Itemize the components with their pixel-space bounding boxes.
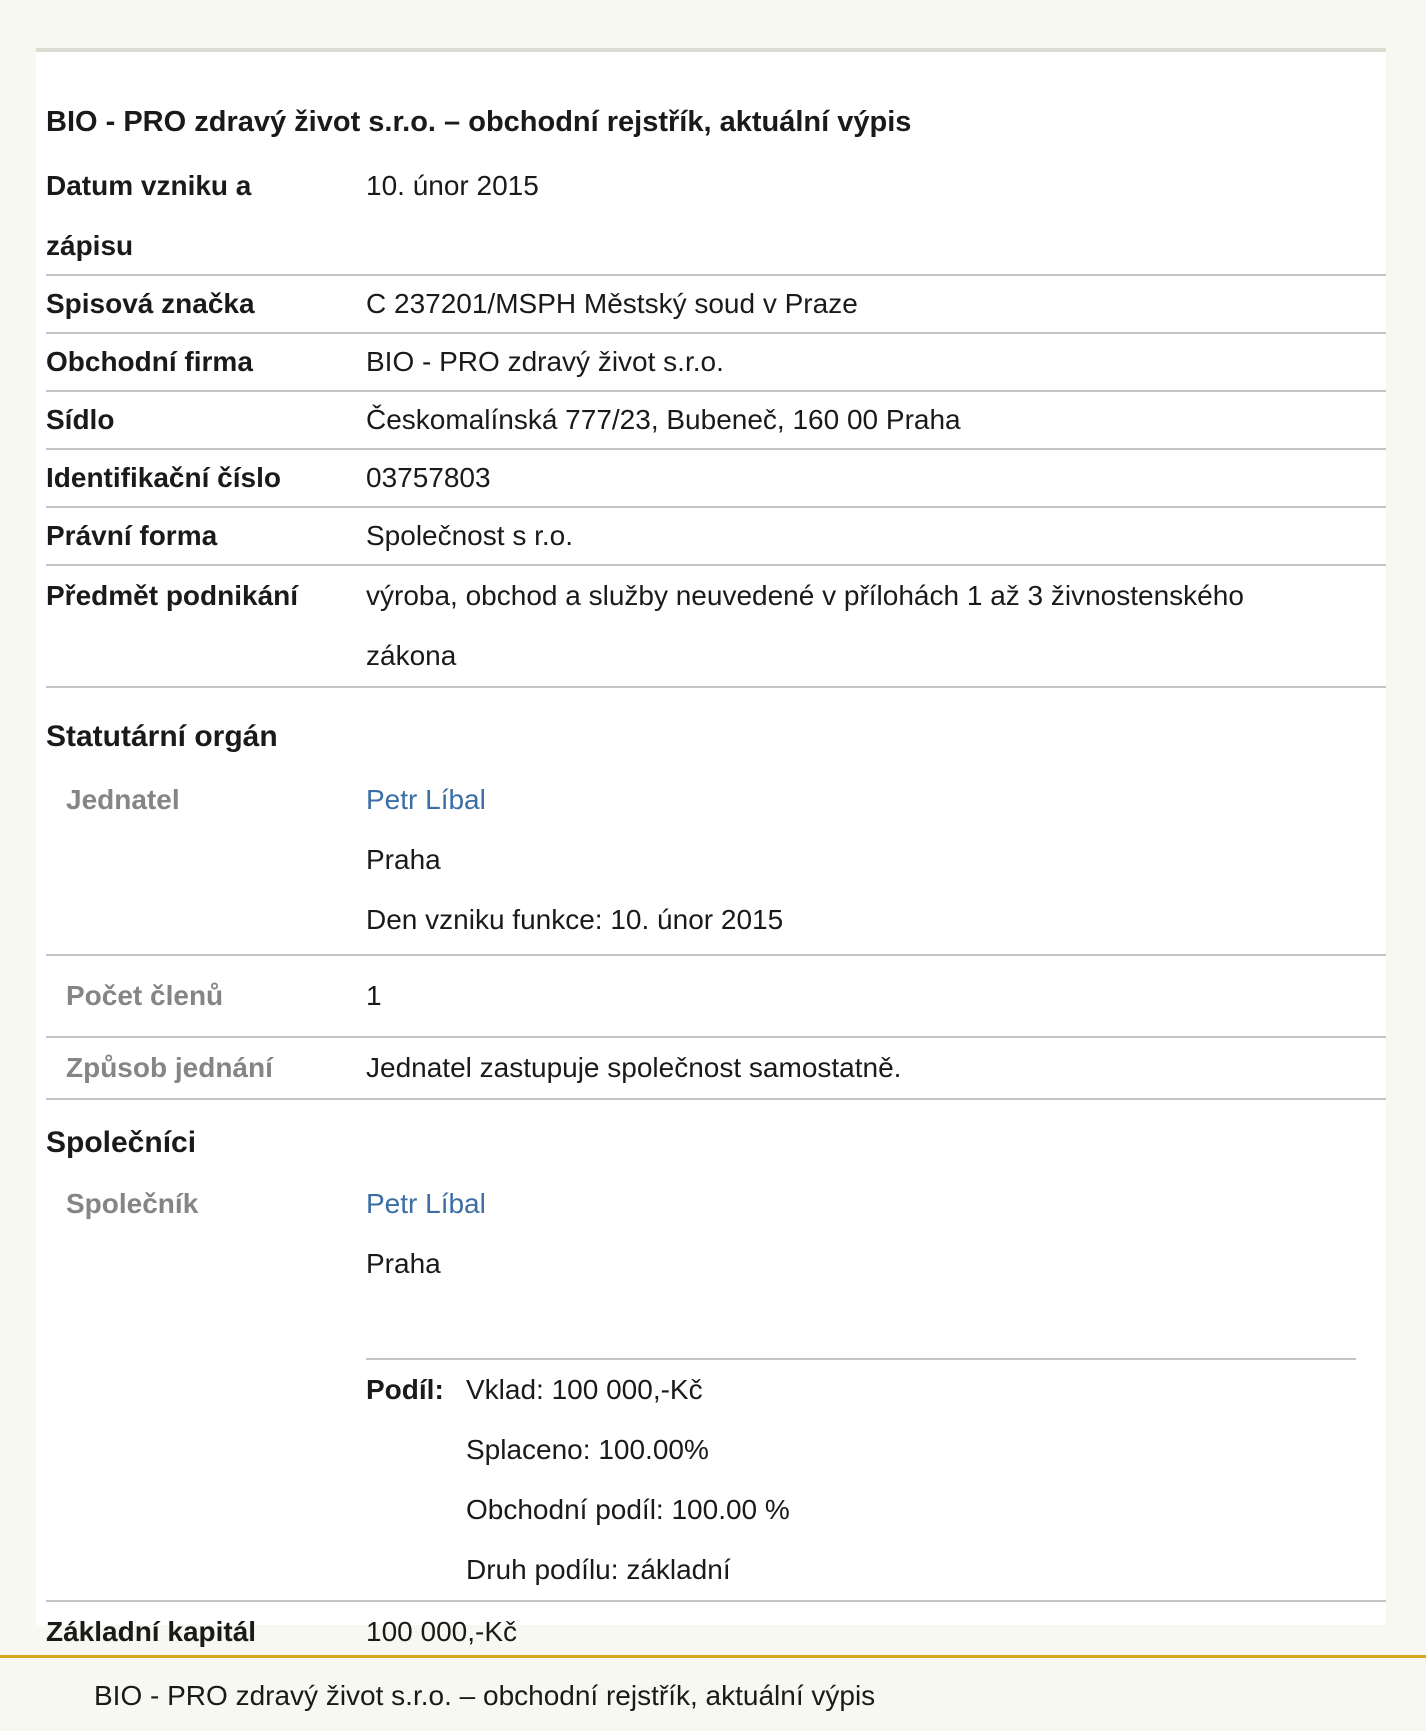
row-label: Počet členů — [66, 980, 224, 1011]
row-value: 100 000,-Kč — [366, 1616, 517, 1647]
spolecnik-city: Praha — [366, 1248, 441, 1279]
row-label: Jednatel — [66, 784, 180, 815]
row-jednatel — [46, 770, 1386, 956]
row-label: Právní forma — [46, 520, 218, 551]
row-label: Způsob jednání — [66, 1052, 273, 1083]
row-ico — [46, 450, 1386, 508]
row-label: Identifikační číslo — [46, 462, 281, 493]
row-label: Spisová značka — [46, 288, 255, 319]
row-value: Společnost s r.o. — [366, 520, 574, 551]
spolecnik-link[interactable]: Petr Líbal — [366, 1188, 486, 1219]
podil-vklad: Vklad: 100 000,-Kč — [466, 1374, 703, 1405]
row-spolecnik — [46, 1174, 1386, 1602]
row-label: Datum vzniku a zápisu — [46, 170, 252, 261]
row-value: výroba, obchod a služby neuvedené v přílohách 1 až 3 živnostenského zákona — [366, 580, 1244, 671]
row-sidlo — [46, 392, 1386, 450]
podil-values — [466, 1360, 790, 1600]
row-zpusob-jednani — [46, 1038, 1386, 1100]
row-pravni-forma — [46, 508, 1386, 566]
jednatel-city: Praha — [366, 844, 441, 875]
row-value — [366, 770, 1376, 950]
podil-obchodni: Obchodní podíl: 100.00 % — [466, 1494, 790, 1525]
row-label: Základní kapitál — [46, 1616, 257, 1647]
section-spolecnici: Společníci — [46, 1126, 197, 1159]
row-predmet-podnikani — [46, 566, 1386, 688]
podil-splaceno: Splaceno: 100.00% — [466, 1434, 709, 1465]
row-value: Jednatel zastupuje společnost samostatně. — [366, 1052, 902, 1083]
row-label: Obchodní firma — [46, 346, 253, 377]
row-spisova-znacka — [46, 276, 1386, 334]
row-value — [366, 1174, 1376, 1294]
row-value: Českomalínská 777/23, Bubeneč, 160 00 Praha — [366, 404, 961, 435]
row-pocet-clenu — [46, 956, 1386, 1038]
row-datum-vzniku — [46, 156, 1386, 276]
row-value: 03757803 — [366, 462, 491, 493]
row-label: Sídlo — [46, 404, 115, 435]
row-label: Společník — [66, 1188, 199, 1219]
registry-card — [36, 48, 1386, 1647]
row-value: BIO - PRO zdravý život s.r.o. — [366, 346, 724, 377]
jednatel-link[interactable]: Petr Líbal — [366, 784, 486, 815]
section-statutarni-organ: Statutární orgán — [46, 720, 278, 753]
podil-druh: Druh podílu: základní — [466, 1554, 731, 1585]
podil-label: Podíl: — [366, 1374, 444, 1405]
row-label: Předmět podnikání — [46, 580, 299, 611]
page-footer — [0, 1655, 1426, 1731]
row-value: C 237201/MSPH Městský soud v Praze — [366, 288, 858, 319]
footer-title: BIO - PRO zdravý život s.r.o. – obchodní rejstřík, aktuální výpis — [94, 1680, 876, 1711]
page-title: BIO - PRO zdravý život s.r.o. – obchodní rejstřík, aktuální výpis — [46, 106, 912, 138]
row-obchodni-firma — [46, 334, 1386, 392]
row-value: 10. únor 2015 — [366, 170, 539, 201]
row-value: 1 — [366, 980, 382, 1011]
jednatel-since: Den vzniku funkce: 10. únor 2015 — [366, 904, 784, 935]
